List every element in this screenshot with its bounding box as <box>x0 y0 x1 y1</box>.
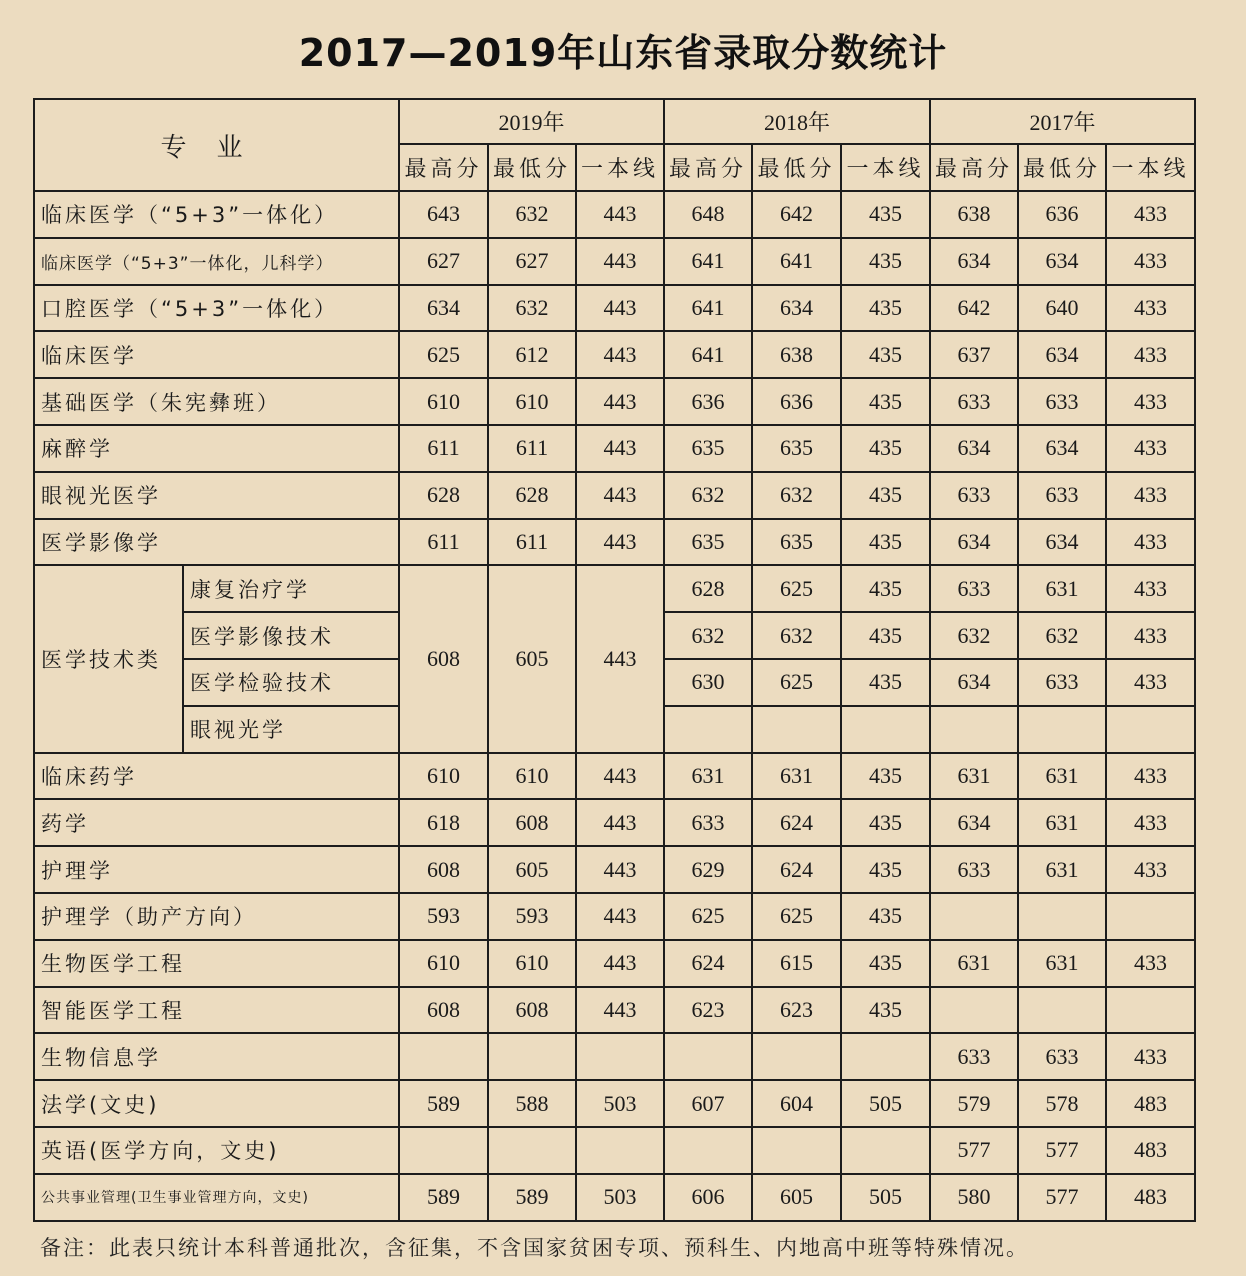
major-name-cell: 护理学 <box>34 846 399 893</box>
score-cell: 627 <box>488 238 576 285</box>
score-cell: 443 <box>576 799 664 846</box>
major-name-cell: 麻醉学 <box>34 425 399 472</box>
score-cell: 435 <box>841 799 930 846</box>
score-cell <box>1106 987 1195 1034</box>
footnote: 备注：此表只统计本科普通批次，含征集，不含国家贫困专项、预科生、内地高中班等特殊情况。 <box>40 1236 1029 1260</box>
score-cell: 629 <box>664 846 752 893</box>
score-cell: 637 <box>930 331 1018 378</box>
score-cell: 443 <box>576 893 664 940</box>
score-cell <box>488 1033 576 1080</box>
major-header: 专业 <box>34 99 399 191</box>
score-cell: 483 <box>1106 1080 1195 1127</box>
col-max-2018: 最高分 <box>664 144 752 191</box>
score-cell: 433 <box>1106 425 1195 472</box>
score-cell <box>399 1127 488 1174</box>
score-cell: 633 <box>930 472 1018 519</box>
score-cell: 433 <box>1106 940 1195 987</box>
score-cell: 605 <box>752 1174 841 1221</box>
score-cell <box>752 706 841 753</box>
score-cell: 610 <box>399 940 488 987</box>
score-cell: 443 <box>576 753 664 800</box>
score-cell: 648 <box>664 191 752 238</box>
score-cell: 634 <box>930 519 1018 566</box>
score-cell: 607 <box>664 1080 752 1127</box>
score-cell: 642 <box>752 191 841 238</box>
score-cell <box>841 1033 930 1080</box>
score-cell <box>1018 987 1106 1034</box>
score-cell: 443 <box>576 378 664 425</box>
score-cell: 608 <box>399 987 488 1034</box>
score-table <box>33 98 1196 1222</box>
score-cell <box>576 1033 664 1080</box>
score-cell: 634 <box>399 285 488 332</box>
score-cell: 605 <box>488 846 576 893</box>
score-cell: 641 <box>664 238 752 285</box>
score-cell: 435 <box>841 940 930 987</box>
score-cell: 631 <box>1018 846 1106 893</box>
score-cell: 643 <box>399 191 488 238</box>
score-cell: 577 <box>1018 1127 1106 1174</box>
score-cell: 433 <box>1106 519 1195 566</box>
score-cell <box>576 1127 664 1174</box>
score-cell: 611 <box>399 425 488 472</box>
score-cell: 624 <box>752 846 841 893</box>
score-cell: 435 <box>841 425 930 472</box>
major-name-cell: 临床医学（“5+3”一体化） <box>34 191 399 238</box>
group-name-cell: 医学技术类 <box>34 565 183 752</box>
score-cell <box>752 1127 841 1174</box>
major-name-cell: 生物医学工程 <box>34 940 399 987</box>
score-cell-2019-merged: 605 <box>488 565 576 752</box>
score-cell: 623 <box>752 987 841 1034</box>
score-cell: 433 <box>1106 378 1195 425</box>
score-cell: 627 <box>399 238 488 285</box>
score-cell: 505 <box>841 1080 930 1127</box>
score-cell: 641 <box>664 285 752 332</box>
table-row <box>34 753 1195 800</box>
score-cell: 606 <box>664 1174 752 1221</box>
score-cell: 633 <box>930 846 1018 893</box>
year-header-2018: 2018年 <box>664 99 930 144</box>
score-cell <box>930 893 1018 940</box>
major-name-cell: 医学影像学 <box>34 519 399 566</box>
table-row <box>34 940 1195 987</box>
score-cell: 433 <box>1106 472 1195 519</box>
score-cell <box>752 1033 841 1080</box>
score-cell: 443 <box>576 191 664 238</box>
score-cell: 625 <box>664 893 752 940</box>
score-cell: 588 <box>488 1080 576 1127</box>
score-cell: 589 <box>399 1174 488 1221</box>
score-cell: 579 <box>930 1080 1018 1127</box>
score-cell: 635 <box>752 519 841 566</box>
table-row <box>34 331 1195 378</box>
major-name-cell: 英语(医学方向，文史) <box>34 1127 399 1174</box>
score-cell: 608 <box>399 846 488 893</box>
score-cell: 483 <box>1106 1127 1195 1174</box>
score-cell: 433 <box>1106 565 1195 612</box>
score-cell: 632 <box>930 612 1018 659</box>
score-cell: 503 <box>576 1174 664 1221</box>
score-cell: 505 <box>841 1174 930 1221</box>
score-cell: 634 <box>930 659 1018 706</box>
score-cell: 578 <box>1018 1080 1106 1127</box>
score-cell: 632 <box>664 472 752 519</box>
score-cell: 632 <box>752 472 841 519</box>
table-row <box>34 191 1195 238</box>
score-cell: 604 <box>752 1080 841 1127</box>
score-cell: 443 <box>576 987 664 1034</box>
sub-major-name-cell: 康复治疗学 <box>183 565 399 612</box>
score-cell: 633 <box>1018 1033 1106 1080</box>
score-cell: 435 <box>841 378 930 425</box>
score-cell <box>399 1033 488 1080</box>
score-cell: 640 <box>1018 285 1106 332</box>
col-line-2017: 一本线 <box>1106 144 1195 191</box>
col-min-2017: 最低分 <box>1018 144 1106 191</box>
score-cell: 589 <box>488 1174 576 1221</box>
score-cell: 638 <box>930 191 1018 238</box>
score-cell: 611 <box>399 519 488 566</box>
sub-major-name-cell: 医学检验技术 <box>183 659 399 706</box>
score-cell: 435 <box>841 331 930 378</box>
score-cell <box>1018 893 1106 940</box>
score-cell: 623 <box>664 987 752 1034</box>
year-header-2017: 2017年 <box>930 99 1195 144</box>
col-line-2019: 一本线 <box>576 144 664 191</box>
col-min-2018: 最低分 <box>752 144 841 191</box>
major-name-cell: 智能医学工程 <box>34 987 399 1034</box>
score-cell: 635 <box>664 519 752 566</box>
score-cell: 433 <box>1106 753 1195 800</box>
score-cell: 443 <box>576 285 664 332</box>
score-cell: 589 <box>399 1080 488 1127</box>
score-cell: 593 <box>399 893 488 940</box>
score-cell: 433 <box>1106 331 1195 378</box>
score-cell: 624 <box>664 940 752 987</box>
score-cell: 433 <box>1106 659 1195 706</box>
table-row <box>34 425 1195 472</box>
score-cell: 631 <box>664 753 752 800</box>
score-cell-2019-merged: 443 <box>576 565 664 752</box>
score-cell: 633 <box>1018 472 1106 519</box>
score-cell: 593 <box>488 893 576 940</box>
score-cell: 625 <box>752 659 841 706</box>
score-cell: 628 <box>488 472 576 519</box>
year-header-2019: 2019年 <box>399 99 664 144</box>
score-cell: 628 <box>399 472 488 519</box>
score-cell: 611 <box>488 519 576 566</box>
score-cell: 435 <box>841 565 930 612</box>
score-cell: 435 <box>841 285 930 332</box>
table-row <box>34 565 1195 612</box>
score-cell: 630 <box>664 659 752 706</box>
major-name-cell: 生物信息学 <box>34 1033 399 1080</box>
score-cell: 615 <box>752 940 841 987</box>
score-cell: 433 <box>1106 238 1195 285</box>
score-cell: 632 <box>1018 612 1106 659</box>
sub-major-name-cell: 医学影像技术 <box>183 612 399 659</box>
score-cell: 634 <box>930 238 1018 285</box>
score-cell: 634 <box>1018 238 1106 285</box>
score-cell: 633 <box>1018 659 1106 706</box>
major-name-cell: 临床医学 <box>34 331 399 378</box>
score-cell: 443 <box>576 940 664 987</box>
major-name-cell: 护理学（助产方向） <box>34 893 399 940</box>
score-cell: 483 <box>1106 1174 1195 1221</box>
score-cell: 634 <box>1018 519 1106 566</box>
score-cell: 577 <box>1018 1174 1106 1221</box>
table-row <box>34 1174 1195 1221</box>
score-cell: 634 <box>930 799 1018 846</box>
score-cell: 636 <box>752 378 841 425</box>
score-cell: 625 <box>752 565 841 612</box>
score-cell <box>930 706 1018 753</box>
score-cell <box>841 706 930 753</box>
score-cell: 628 <box>664 565 752 612</box>
table-row <box>34 987 1195 1034</box>
score-cell: 632 <box>488 191 576 238</box>
score-cell: 633 <box>664 799 752 846</box>
score-cell: 631 <box>1018 753 1106 800</box>
score-cell: 608 <box>488 799 576 846</box>
score-cell: 610 <box>488 378 576 425</box>
table-row <box>34 285 1195 332</box>
score-cell: 433 <box>1106 612 1195 659</box>
table-row <box>34 893 1195 940</box>
col-line-2018: 一本线 <box>841 144 930 191</box>
score-cell: 631 <box>1018 799 1106 846</box>
score-cell: 433 <box>1106 285 1195 332</box>
score-cell: 435 <box>841 238 930 285</box>
score-cell: 624 <box>752 799 841 846</box>
score-cell: 633 <box>930 378 1018 425</box>
page-title: 2017—2019年山东省录取分数统计 <box>298 31 948 75</box>
table-row <box>34 1033 1195 1080</box>
score-cell: 636 <box>664 378 752 425</box>
score-cell: 435 <box>841 753 930 800</box>
score-cell: 610 <box>399 378 488 425</box>
score-cell: 433 <box>1106 191 1195 238</box>
score-cell: 577 <box>930 1127 1018 1174</box>
table-body <box>34 191 1195 1221</box>
major-name-cell: 药学 <box>34 799 399 846</box>
major-name-cell: 法学(文史) <box>34 1080 399 1127</box>
score-cell: 631 <box>930 940 1018 987</box>
score-cell <box>1018 706 1106 753</box>
score-cell: 641 <box>752 238 841 285</box>
score-cell: 631 <box>1018 565 1106 612</box>
table-row <box>34 846 1195 893</box>
score-cell: 638 <box>752 331 841 378</box>
score-cell <box>664 1127 752 1174</box>
table-row <box>34 1127 1195 1174</box>
score-cell: 618 <box>399 799 488 846</box>
table-row <box>34 1080 1195 1127</box>
score-cell: 642 <box>930 285 1018 332</box>
score-cell: 634 <box>752 285 841 332</box>
major-name-cell: 基础医学（朱宪彝班） <box>34 378 399 425</box>
score-cell: 435 <box>841 519 930 566</box>
score-cell: 435 <box>841 472 930 519</box>
score-cell: 443 <box>576 425 664 472</box>
score-cell <box>664 1033 752 1080</box>
score-cell: 443 <box>576 331 664 378</box>
major-name-cell: 临床药学 <box>34 753 399 800</box>
score-cell <box>664 706 752 753</box>
score-cell: 634 <box>930 425 1018 472</box>
score-cell: 611 <box>488 425 576 472</box>
score-cell: 443 <box>576 238 664 285</box>
score-cell: 631 <box>930 753 1018 800</box>
score-cell: 435 <box>841 191 930 238</box>
score-cell: 634 <box>1018 331 1106 378</box>
score-cell: 631 <box>752 753 841 800</box>
major-name-cell: 口腔医学（“5+3”一体化） <box>34 285 399 332</box>
score-cell: 631 <box>1018 940 1106 987</box>
score-cell: 633 <box>930 1033 1018 1080</box>
score-cell: 443 <box>576 519 664 566</box>
score-cell: 443 <box>576 472 664 519</box>
table-row <box>34 238 1195 285</box>
score-cell: 641 <box>664 331 752 378</box>
score-cell: 435 <box>841 893 930 940</box>
score-cell: 633 <box>930 565 1018 612</box>
score-cell <box>1106 893 1195 940</box>
score-cell: 625 <box>399 331 488 378</box>
score-cell-2019-merged: 608 <box>399 565 488 752</box>
score-cell <box>841 1127 930 1174</box>
score-cell: 635 <box>664 425 752 472</box>
score-cell: 610 <box>488 940 576 987</box>
score-cell: 503 <box>576 1080 664 1127</box>
table-row <box>34 519 1195 566</box>
score-cell: 635 <box>752 425 841 472</box>
score-cell: 625 <box>752 893 841 940</box>
score-cell: 433 <box>1106 846 1195 893</box>
score-cell: 435 <box>841 987 930 1034</box>
col-min-2019: 最低分 <box>488 144 576 191</box>
major-name-cell: 临床医学（“5+3”一体化，儿科学） <box>34 238 399 285</box>
table-row <box>34 472 1195 519</box>
score-cell: 610 <box>399 753 488 800</box>
col-max-2017: 最高分 <box>930 144 1018 191</box>
score-cell: 608 <box>488 987 576 1034</box>
score-cell: 435 <box>841 846 930 893</box>
major-name-cell: 眼视光医学 <box>34 472 399 519</box>
score-cell: 443 <box>576 846 664 893</box>
score-cell: 632 <box>752 612 841 659</box>
score-cell: 433 <box>1106 799 1195 846</box>
score-cell: 433 <box>1106 1033 1195 1080</box>
score-cell: 435 <box>841 659 930 706</box>
score-cell: 612 <box>488 331 576 378</box>
score-cell: 610 <box>488 753 576 800</box>
score-cell <box>1106 706 1195 753</box>
col-max-2019: 最高分 <box>399 144 488 191</box>
table-row <box>34 799 1195 846</box>
score-cell: 636 <box>1018 191 1106 238</box>
score-cell: 580 <box>930 1174 1018 1221</box>
major-name-cell: 公共事业管理(卫生事业管理方向，文史) <box>34 1174 399 1221</box>
score-cell <box>930 987 1018 1034</box>
sub-major-name-cell: 眼视光学 <box>183 706 399 753</box>
score-cell: 632 <box>664 612 752 659</box>
score-cell: 435 <box>841 612 930 659</box>
table-row <box>34 378 1195 425</box>
score-cell: 634 <box>1018 425 1106 472</box>
score-cell: 633 <box>1018 378 1106 425</box>
score-cell: 632 <box>488 285 576 332</box>
score-cell <box>488 1127 576 1174</box>
